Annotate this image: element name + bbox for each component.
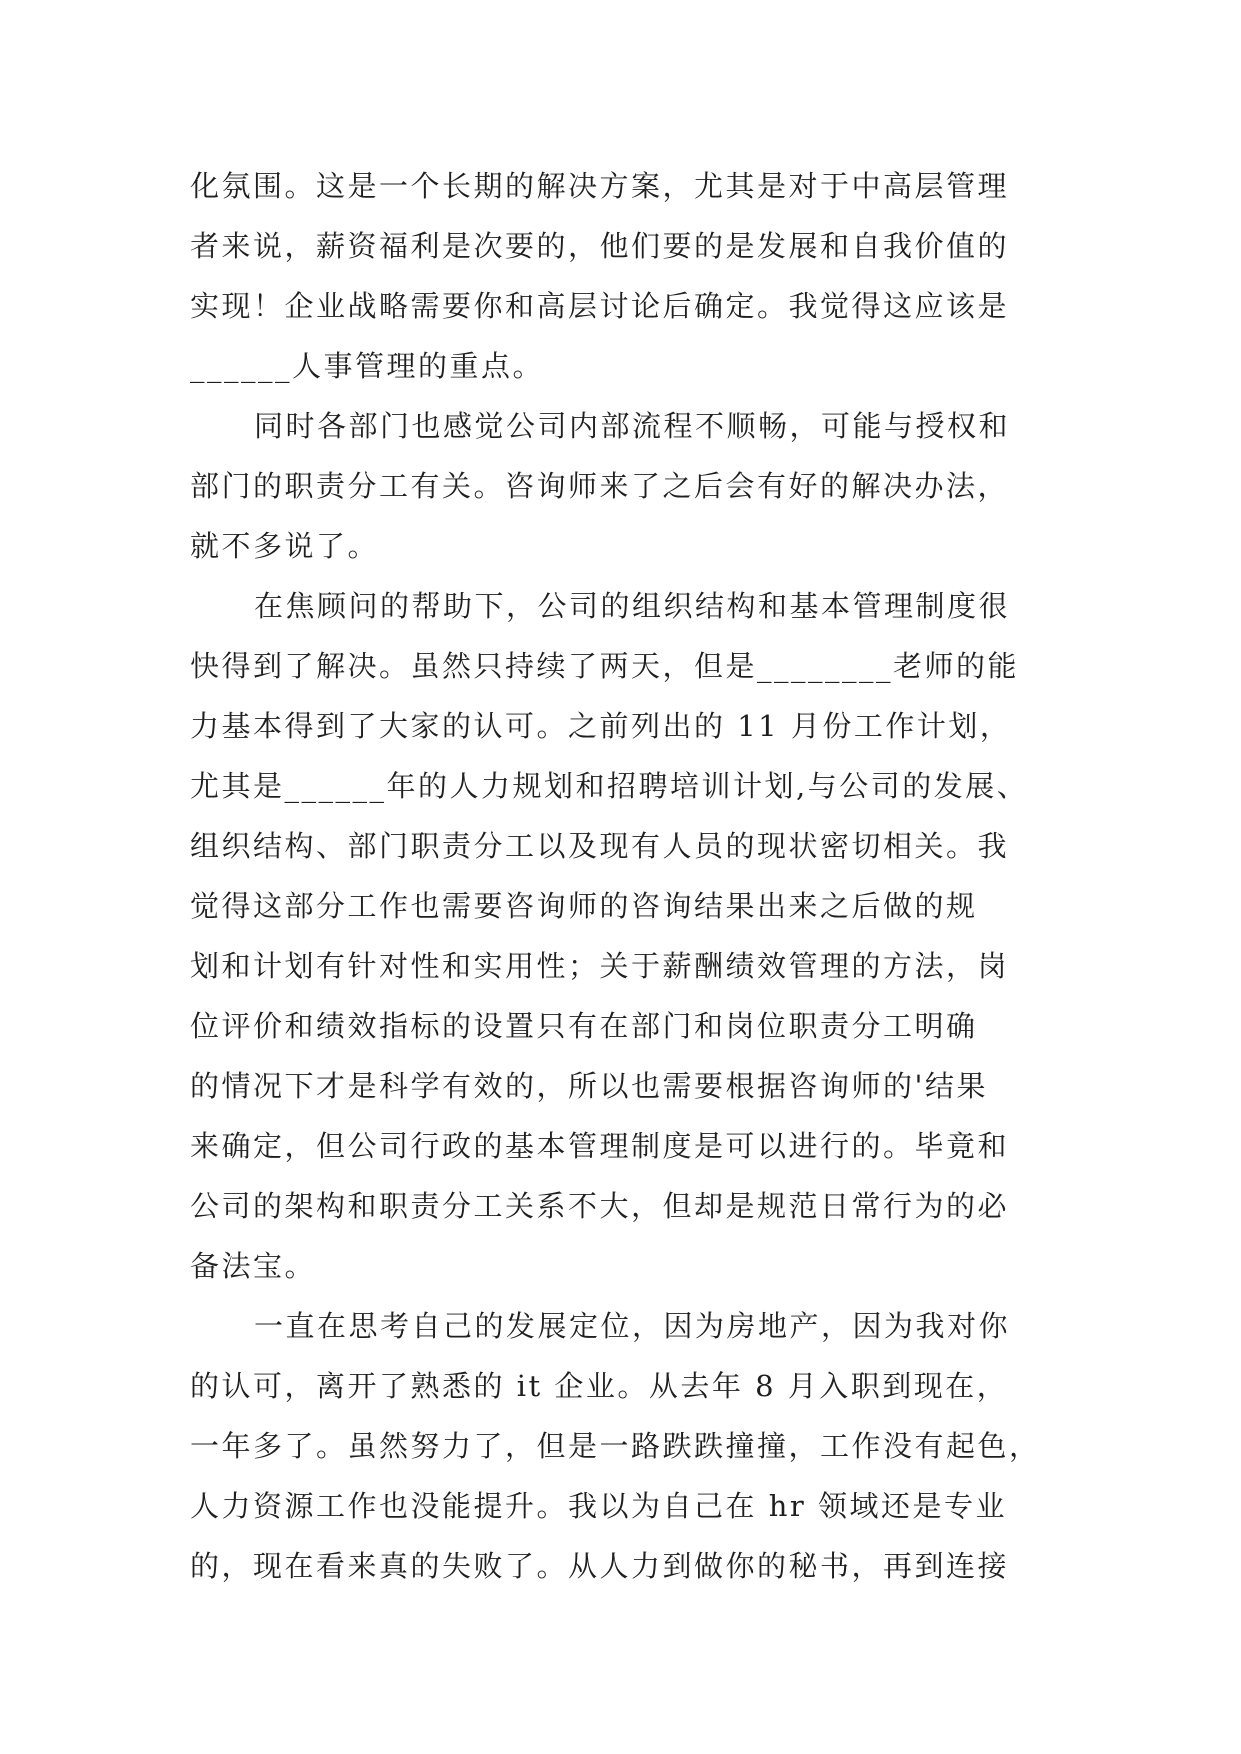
- text-line: 力基本得到了大家的认可。之前列出的 11 月份工作计划，: [190, 709, 1012, 743]
- text-line: 尤其是______年的人力规划和招聘培训计划,与公司的发展、: [190, 769, 1029, 803]
- document-body: [190, 156, 1050, 1596]
- text-line: 的情况下才是科学有效的，所以也需要根据咨询师的'结果: [190, 1069, 988, 1103]
- text-line: 来确定，但公司行政的基本管理制度是可以进行的。毕竟和: [190, 1129, 1010, 1163]
- text-line: 的认可，离开了熟悉的 it 企业。从去年 8 月入职到现在，: [190, 1369, 1009, 1403]
- text-line: 实现！企业战略需要你和高层讨论后确定。我觉得这应该是: [190, 289, 1010, 323]
- paragraph-first-line: 一直在思考自己的发展定位，因为房地产，因为我对你: [254, 1309, 1011, 1343]
- text-line: 组织结构、部门职责分工以及现有人员的现状密切相关。我: [190, 829, 1010, 863]
- text-line: 公司的架构和职责分工关系不大，但却是规范日常行为的必: [190, 1189, 1010, 1223]
- text-line: 备法宝。: [190, 1249, 317, 1283]
- text-line: 就不多说了。: [190, 529, 380, 563]
- text-line: 一年多了。虽然努力了，但是一路跌跌撞撞，工作没有起色，: [190, 1429, 1041, 1463]
- text-line: 觉得这部分工作也需要咨询师的咨询结果出来之后做的规: [190, 889, 978, 923]
- text-line: 部门的职责分工有关。咨询师来了之后会有好的解决办法，: [190, 469, 1010, 503]
- text-line: 划和计划有针对性和实用性；关于薪酬绩效管理的方法，岗: [190, 949, 1010, 983]
- text-line: 位评价和绩效指标的设置只有在部门和岗位职责分工明确: [190, 1009, 978, 1043]
- paragraph-first-line: 在焦顾问的帮助下，公司的组织结构和基本管理制度很: [254, 589, 1011, 623]
- text-line: 化氛围。这是一个长期的解决方案，尤其是对于中高层管理: [190, 169, 1010, 203]
- text-line: 的，现在看来真的失败了。从人力到做你的秘书，再到连接: [190, 1549, 1010, 1583]
- text-line: 者来说，薪资福利是次要的，他们要的是发展和自我价值的: [190, 229, 1010, 263]
- text-line: 人力资源工作也没能提升。我以为自己在 hr 领域还是专业: [190, 1489, 1007, 1523]
- text-line: ______人事管理的重点。: [190, 349, 545, 383]
- text-line: 快得到了解决。虽然只持续了两天，但是________老师的能: [190, 649, 1020, 683]
- paragraph-first-line: 同时各部门也感觉公司内部流程不顺畅，可能与授权和: [254, 409, 1011, 443]
